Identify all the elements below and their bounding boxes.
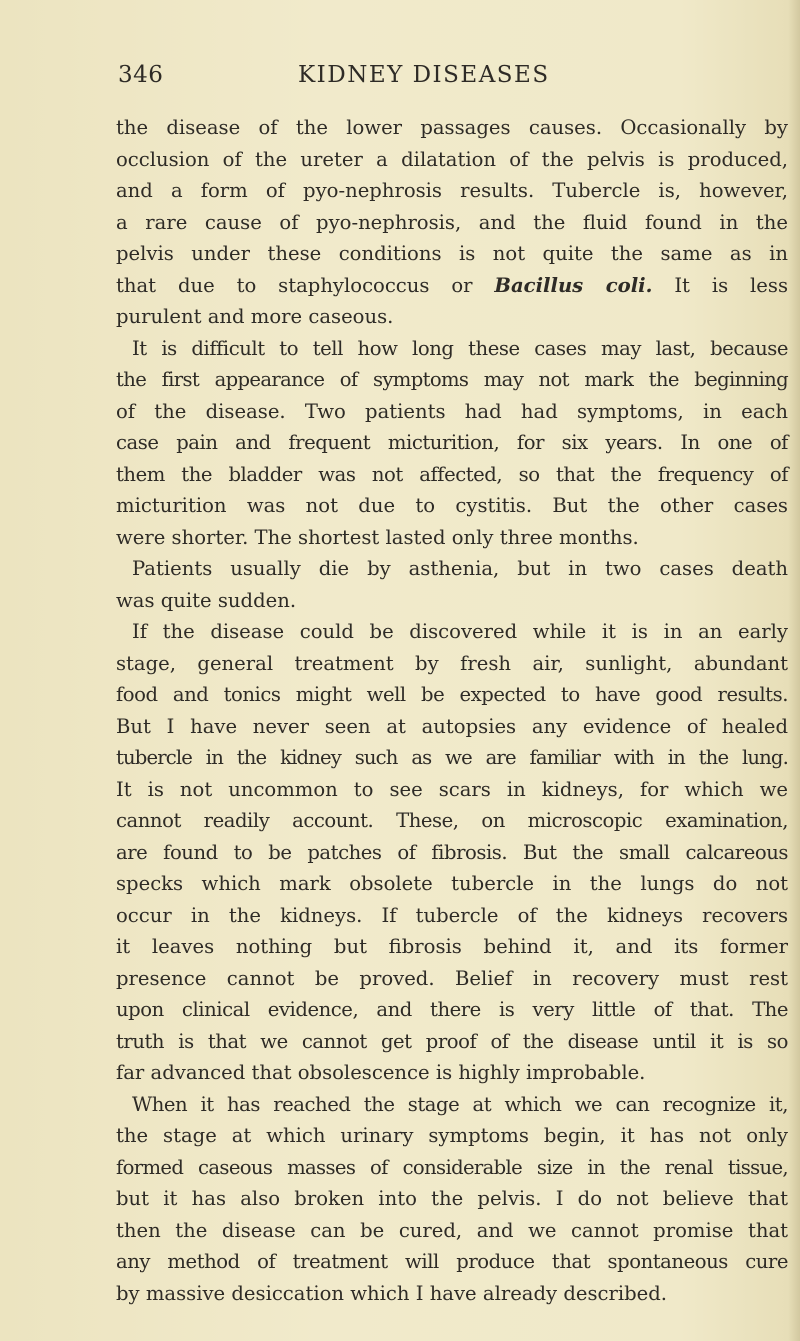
text-line: It is not uncommon to see scars in kidneys, for which we [116, 777, 788, 801]
body-text [116, 112, 788, 1309]
text-line: the stage at which urinary symptoms begin, it has not only [116, 1124, 788, 1147]
text-line: formed caseous masses of considerable size in the renal tissue, [116, 1155, 788, 1179]
page-number: 346 [118, 62, 164, 88]
text-line: food and tonics might well be expected to have good results. [116, 683, 788, 706]
text-line: presence cannot be proved. Belief in recovery must rest [116, 966, 788, 990]
text-fragment: that due to staphylococcus or [116, 273, 495, 297]
text-line: any method of treatment will produce that spontaneous cure [116, 1250, 788, 1273]
text-line: by massive desiccation which I have already described. [116, 1281, 668, 1305]
text-line: a rare cause of pyo-nephrosis, and the fluid found in the [116, 210, 788, 234]
text-line: purulent and more caseous. [116, 305, 394, 328]
text-line: upon clinical evidence, and there is very little of that. The [116, 998, 788, 1021]
text-line: occur in the kidneys. If tubercle of the kidneys recovers [116, 903, 788, 927]
italic-term: Bacillus coli. [494, 273, 653, 297]
page-edge-shadow [788, 0, 800, 1341]
text-line: them the bladder was not affected, so that the frequency of [116, 462, 788, 486]
text-line: stage, general treatment by fresh air, sunlight, abundant [116, 651, 788, 675]
text-line: cannot readily account. These, on microscopic examination, [116, 809, 788, 832]
text-line: pelvis under these conditions is not quite the same as in [116, 242, 788, 265]
paragraph-start: Patients usually die by asthenia, but in two cases death [132, 557, 788, 580]
running-head [118, 62, 786, 96]
text-line: the first appearance of symptoms may not mark the beginning [116, 368, 788, 391]
paragraph-start: When it has reached the stage at which we can recognize it, [132, 1092, 788, 1116]
text-line: but it has also broken into the pelvis. I do not believe that [116, 1187, 788, 1210]
text-line: it leaves nothing but fibrosis behind it, and its former [116, 935, 788, 958]
text-line: tubercle in the kidney such as we are familiar with in the lung. [116, 746, 788, 769]
running-title: KIDNEY DISEASES [298, 62, 550, 88]
text-line: the disease of the lower passages causes. Occasionally by [116, 116, 788, 139]
paragraph-start: It is difficult to tell how long these cases may last, because [132, 336, 788, 360]
text-line: of the disease. Two patients had had symptoms, in each [116, 399, 788, 423]
text-line: specks which mark obsolete tubercle in the lungs do not [116, 872, 788, 895]
text-line: are found to be patches of fibrosis. But the small calcareous [116, 840, 788, 864]
text-line: case pain and frequent micturition, for six years. In one of [116, 431, 788, 454]
text-line: was quite sudden. [116, 588, 297, 612]
text-line: and a form of pyo-nephrosis results. Tubercle is, however, [116, 179, 788, 202]
text-line: micturition was not due to cystitis. But the other cases [116, 494, 788, 517]
text-line: then the disease can be cured, and we cannot promise that [116, 1218, 788, 1242]
paragraph-start: If the disease could be discovered while it is in an early [132, 620, 788, 643]
text-line: were shorter. The shortest lasted only three months. [116, 525, 639, 549]
text-line: occlusion of the ureter a dilatation of the pelvis is produced, [116, 147, 788, 171]
text-fragment: It is less [652, 273, 789, 297]
text-line: far advanced that obsolescence is highly improbable. [116, 1061, 646, 1084]
text-line: truth is that we cannot get proof of the disease until it is so [116, 1029, 788, 1053]
text-line [116, 270, 788, 302]
text-line: But I have never seen at autopsies any evidence of healed [116, 714, 788, 738]
